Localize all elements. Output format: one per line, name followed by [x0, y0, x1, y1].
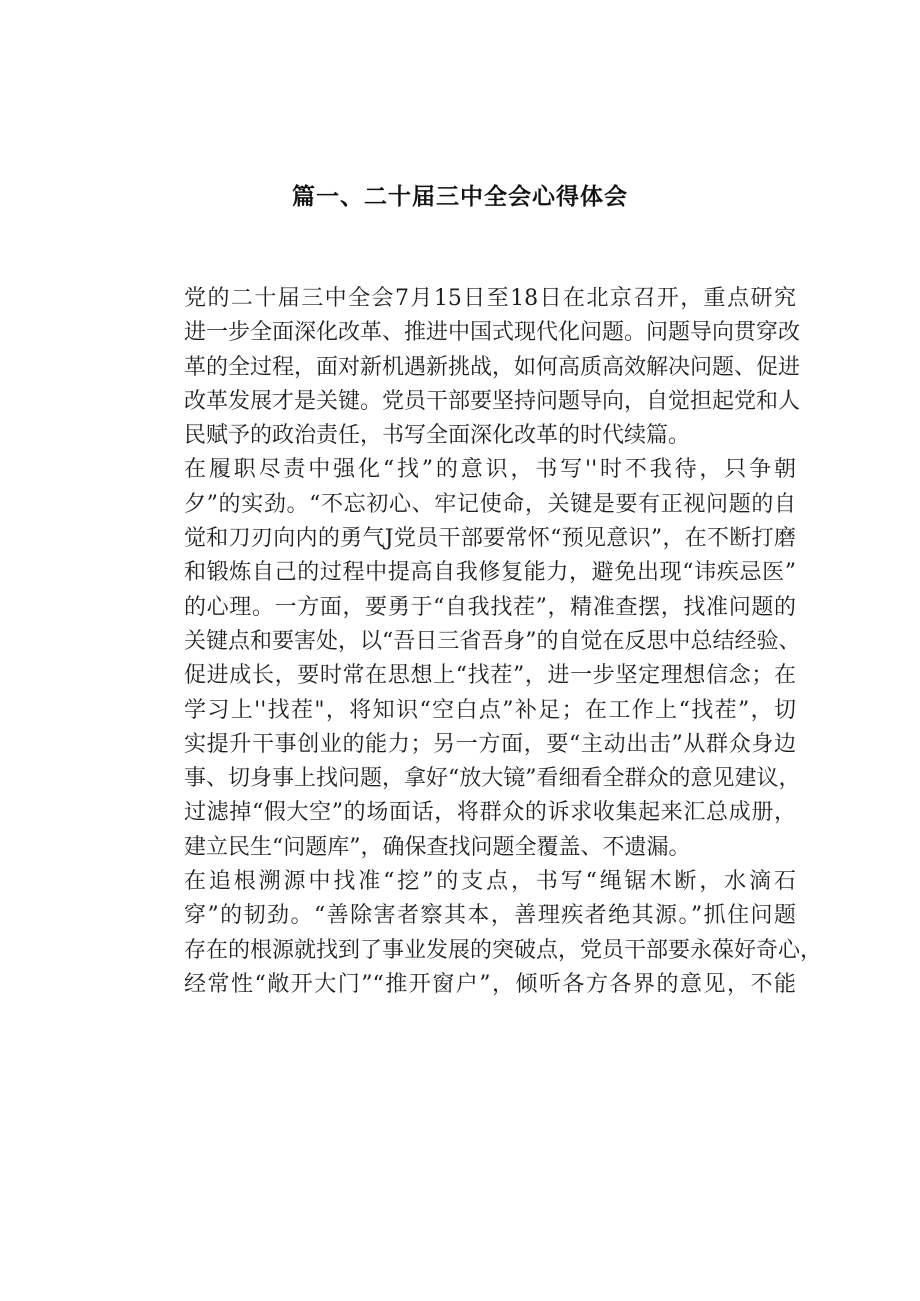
paragraph-1 — [134, 282, 801, 453]
text-line: 存在的根源就找到了事业发展的突破点，党员干部要永葆好奇心， — [184, 937, 823, 963]
text-line: 过滤掉“假大空”的场面话，将群众的诉求收集起来汇总成册， — [184, 800, 796, 826]
text-line: 革的全过程，面对新机遇新挑战，如何高质高效解决问题、促进 — [184, 354, 801, 380]
text-line: 和锻炼自己的过程中提高自我修复能力，避免出现“讳疾忌医” — [184, 560, 796, 586]
text-line: 经常性“敞开大门”“推开窗户”，倾听各方各界的意见，不能 — [184, 971, 796, 997]
text-line: 觉和刀刃向内的勇气J党员干部要常怀“预见意识”，在不断打磨 — [184, 526, 796, 552]
text-line: 建立民生“问题库”，确保查找问题全覆盖、不遗漏。 — [184, 834, 691, 860]
document-body — [134, 282, 823, 1002]
text-line: 穿”的韧劲。“善除害者察其本，善理疾者绝其源。”抓住问题 — [184, 903, 796, 929]
text-line: 事、切身事上找问题，拿好“放大镜”看细看全群众的意见建议， — [184, 766, 801, 792]
text-line: 学习上''找茬"，将知识“空白点”补足；在工作上“找茬”，切 — [184, 697, 796, 723]
text-line: 关键点和要害处，以“吾日三省吾身”的自觉在反思中总结经验、 — [184, 628, 801, 654]
text-line: 在履职尽责中强化“找”的意识，书写''时不我待，只争朝 — [184, 457, 796, 483]
text-line: 党的二十届三中全会7月15日至18日在北京召开，重点研究 — [184, 286, 796, 311]
text-line: 促进成长，要时常在思想上“找茬”，进一步坚定理想信念；在 — [184, 663, 796, 689]
text-line: 民赋予的政治责任，书写全面深化改革的时代续篇。 — [184, 423, 691, 449]
text-line: 的心理。一方面，要勇于“自我找茬”，精准查摆，找准问题的 — [184, 594, 796, 620]
text-line: 夕”的实劲。“不忘初心、牢记使命，关键是要有正视问题的自 — [184, 491, 796, 517]
text-line: 改革发展才是关键。党员干部要坚持问题导向，自觉担起党和人 — [184, 388, 801, 414]
document-title: 篇一、二十届三中全会心得体会 — [292, 184, 628, 210]
text-line: 进一步全面深化改革、推进中国式现代化问题。问题导向贯穿改 — [184, 320, 801, 346]
paragraph-2 — [134, 453, 801, 865]
text-line: 实提升干事创业的能力；另一方面，要“主动出击”从群众身边 — [184, 731, 796, 757]
paragraph-3 — [134, 865, 823, 1002]
text-line: 在追根溯源中找准“挖”的支点，书写“绳锯木断，水滴石 — [184, 869, 796, 895]
